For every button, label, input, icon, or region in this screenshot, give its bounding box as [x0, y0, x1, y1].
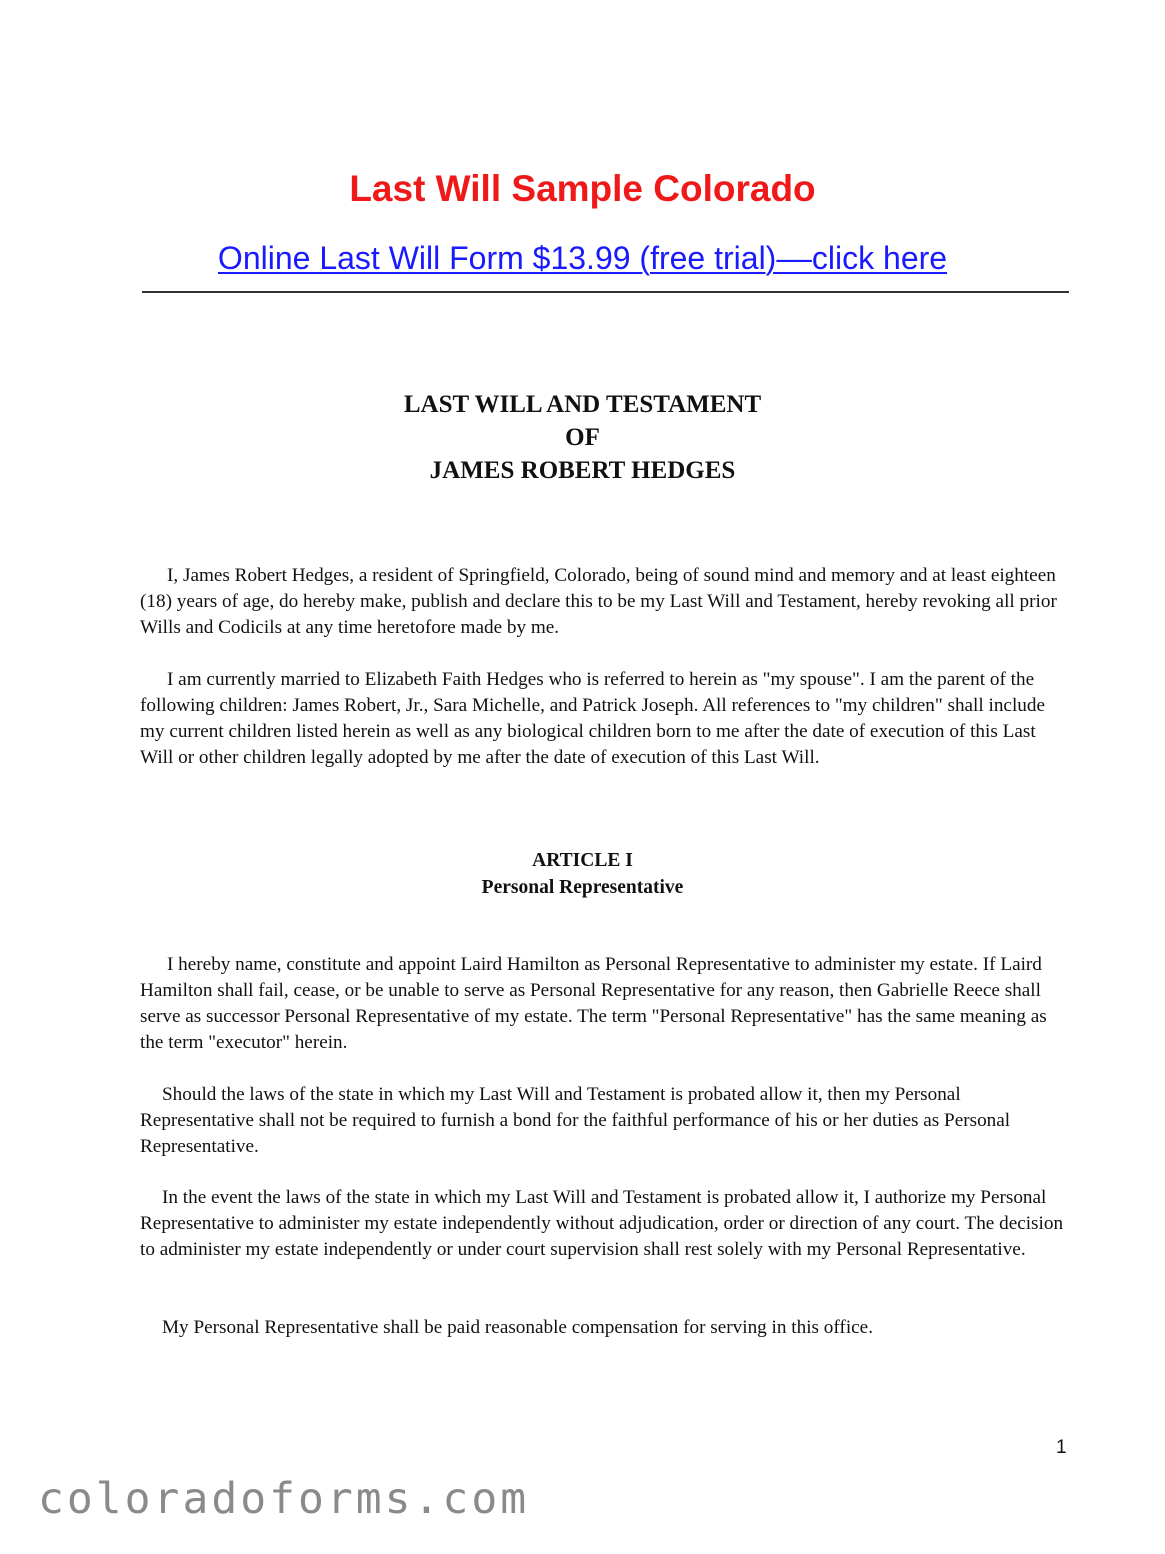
promo-title: Last Will Sample Colorado [349, 168, 816, 209]
intro-paragraph-family: I am currently married to Elizabeth Faith Hedges who is referred to herein as "my spouse". I am the parent of the following children: James Robert, Jr., Sara Michelle, and Patrick Joseph. All references to "my children" shall include my current children listed herein as well as any biological children born to me after the date of execution of this Last Will or other children legally adopted by me after the date of execution of this Last Will. [140, 669, 1045, 768]
document-title-line-1: LAST WILL AND TESTAMENT [403, 391, 762, 418]
document-title-line-3: JAMES ROBERT HEDGES [429, 457, 736, 484]
online-form-link[interactable]: Online Last Will Form $13.99 (free trial)––click here [217, 240, 948, 276]
document-title [0, 388, 1165, 487]
article-paragraph-compensation: My Personal Representative shall be paid reasonable compensation for serving in this office. [162, 1317, 873, 1338]
page-number: 1 [1056, 1437, 1067, 1458]
site-watermark: coloradoforms.com [38, 1474, 530, 1524]
article-paragraph-independent-administration: In the event the laws of the state in which my Last Will and Testament is probated allow it, I authorize my Personal Representative to administer my estate independently without adjudication, order or direction of any court. The decision to administer my estate independently or under court supervision shall rest solely with my Personal Representative. [140, 1187, 1064, 1260]
article-heading [0, 847, 1165, 901]
article-paragraph-appointment: I hereby name, constitute and appoint Laird Hamilton as Personal Representative to administer my estate. If Laird Hamilton shall fail, cease, or be unable to serve as Personal Representative for any reason, then Gabrielle Reece shall serve as successor Personal Representative of my estate. The term "Personal Representative" has the same meaning as the term "executor" herein. [140, 954, 1047, 1053]
article-paragraph-bond: Should the laws of the state in which my Last Will and Testament is probated allow it, then my Personal Representative shall not be required to furnish a bond for the faithful performance of his or her duties as Personal Representative. [140, 1084, 1011, 1157]
article-number: ARTICLE I [532, 850, 633, 871]
document-title-line-2: OF [565, 424, 600, 451]
header-divider [142, 291, 1069, 293]
intro-paragraph-declaration: I, James Robert Hedges, a resident of Springfield, Colorado, being of sound mind and memory and at least eighteen (18) years of age, do hereby make, publish and declare this to be my Last Will and Testament, hereby revoking all prior Wills and Codicils at any time heretofore made by me. [140, 565, 1057, 638]
article-title: Personal Representative [481, 877, 684, 898]
